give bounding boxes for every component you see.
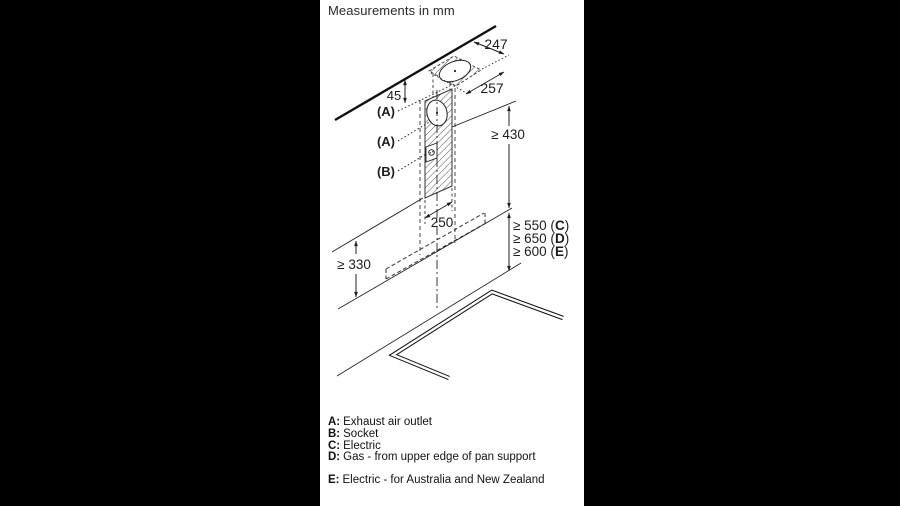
dim-45-label: 45 (386, 88, 402, 103)
clearance-electric-anz: ≥ 600 (E) (513, 244, 569, 259)
dim-430-label: ≥ 430 (491, 127, 525, 142)
dim-330 (337, 241, 371, 297)
wall-mounting-area (424, 89, 452, 198)
legend-item-b: B: Socket (328, 427, 379, 440)
dim-250-label: 250 (430, 215, 454, 230)
dim-257-label: 257 (480, 80, 504, 96)
legend-item-c: C: Electric (328, 439, 381, 452)
dim-247 (474, 36, 509, 69)
legend-item-a: A: Exhaust air outlet (328, 416, 432, 428)
clearance-electric: ≥ 550 (C) (513, 218, 570, 233)
callout-b: (B) (376, 164, 396, 179)
legend-item-e: E: Electric - for Australia and New Zealand (328, 474, 545, 487)
callout-a2: (A) (376, 134, 396, 149)
page-title: Measurements in mm (328, 3, 455, 18)
diagram-panel (320, 0, 584, 506)
dim-330-label: ≥ 330 (337, 257, 371, 272)
dim-247-label: 247 (484, 36, 508, 52)
legend-item-d: D: Gas - from upper edge of pan support (328, 451, 536, 464)
legend (328, 417, 578, 487)
cooktop-outline (393, 292, 563, 378)
dim-clearances (509, 213, 569, 271)
callout-a1: (A) (376, 104, 396, 119)
dim-430 (491, 106, 525, 208)
clearance-gas: ≥ 650 (D) (513, 231, 570, 246)
